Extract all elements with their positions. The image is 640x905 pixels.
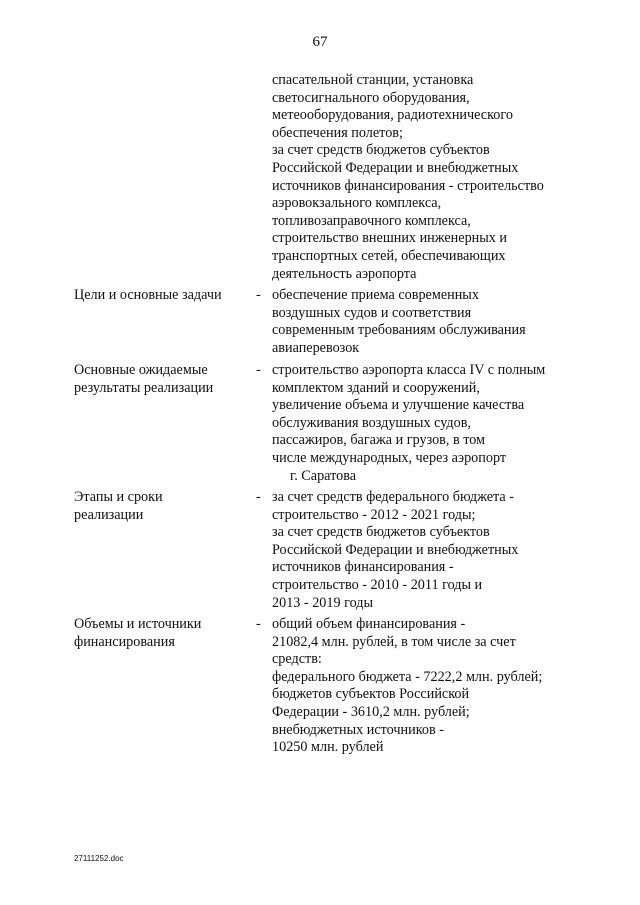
row-value	[272, 362, 612, 485]
value-line: бюджетов субъектов Российской	[272, 686, 470, 703]
text-line: спасательной станции, установка	[272, 72, 474, 88]
value-line: строительство - 2012 - 2021 годы;	[272, 506, 476, 523]
text-line: за счет средств бюджетов субъектов	[272, 142, 490, 159]
dash-separator: -	[256, 362, 261, 378]
value-line: обслуживания воздушных судов,	[272, 414, 471, 431]
value-line: Российской Федерации и внебюджетных	[272, 541, 519, 558]
text-line: аэровокзального комплекса,	[272, 195, 442, 212]
value-line: пассажиров, багажа и грузов, в том	[272, 432, 486, 449]
label-line: результаты реализации	[74, 379, 214, 396]
text-line: строительство внешних инженерных и	[272, 230, 508, 247]
value-line: Федерации - 3610,2 млн. рублей;	[272, 703, 470, 720]
row-label	[74, 489, 249, 524]
text-line: источников финансирования - строительство	[272, 177, 544, 194]
text-line: топливозаправочного комплекса,	[272, 212, 471, 229]
dash-separator: -	[256, 287, 261, 303]
row-label	[74, 287, 249, 305]
value-line: современным требованиям обслуживания	[272, 322, 526, 339]
value-line: за счет средств федерального бюджета -	[272, 489, 514, 505]
label-line: Цели и основные задачи	[74, 287, 222, 303]
value-line: строительство аэропорта класса IV с полным	[272, 362, 546, 378]
text-line: метеооборудования, радиотехнического	[272, 107, 513, 124]
value-line: за счет средств бюджетов субъектов	[272, 524, 490, 541]
label-line: Объемы и источники	[74, 616, 202, 632]
value-line: общий объем финансирования -	[272, 616, 466, 632]
value-line: 10250 млн. рублей	[272, 739, 384, 756]
value-line: обеспечение приема современных	[272, 287, 479, 303]
text-line: обеспечения полетов;	[272, 124, 403, 141]
intro-text	[272, 72, 602, 283]
value-line: внебюджетных источников -	[272, 721, 444, 738]
label-line: реализации	[74, 506, 144, 523]
label-line: Основные ожидаемые	[74, 362, 208, 378]
value-line: средств:	[272, 651, 322, 668]
file-name-footer: 27111252.doc	[74, 854, 124, 863]
row-label	[74, 616, 249, 651]
text-line: транспортных сетей, обеспечивающих	[272, 247, 506, 264]
text-line: светосигнального оборудования,	[272, 89, 470, 106]
value-line: федерального бюджета - 7222,2 млн. рублей;	[272, 668, 543, 685]
value-line: строительство - 2010 - 2011 годы и	[272, 576, 483, 593]
value-line: увеличение объема и улучшение качества	[272, 397, 525, 414]
value-line: 21082,4 млн. рублей, в том числе за счет	[272, 633, 516, 650]
value-line: числе международных, через аэропорт	[272, 449, 507, 466]
label-line: Этапы и сроки	[74, 489, 163, 505]
value-line: комплектом зданий и сооружений,	[272, 379, 480, 396]
label-line: финансирования	[74, 633, 175, 650]
row-label	[74, 362, 249, 397]
row-value	[272, 489, 612, 612]
value-line: 2013 - 2019 годы	[272, 594, 374, 611]
text-line: Российской Федерации и внебюджетных	[272, 159, 519, 176]
value-line: источников финансирования -	[272, 559, 454, 576]
value-line: авиаперевозок	[272, 339, 360, 356]
dash-separator: -	[256, 616, 261, 632]
value-line: воздушных судов и соответствия	[272, 304, 472, 321]
text-line: деятельность аэропорта	[272, 265, 417, 282]
page-number: 67	[312, 34, 328, 50]
value-line: г. Саратова	[290, 467, 357, 484]
row-value	[272, 616, 612, 757]
dash-separator: -	[256, 489, 261, 505]
row-value	[272, 287, 612, 357]
